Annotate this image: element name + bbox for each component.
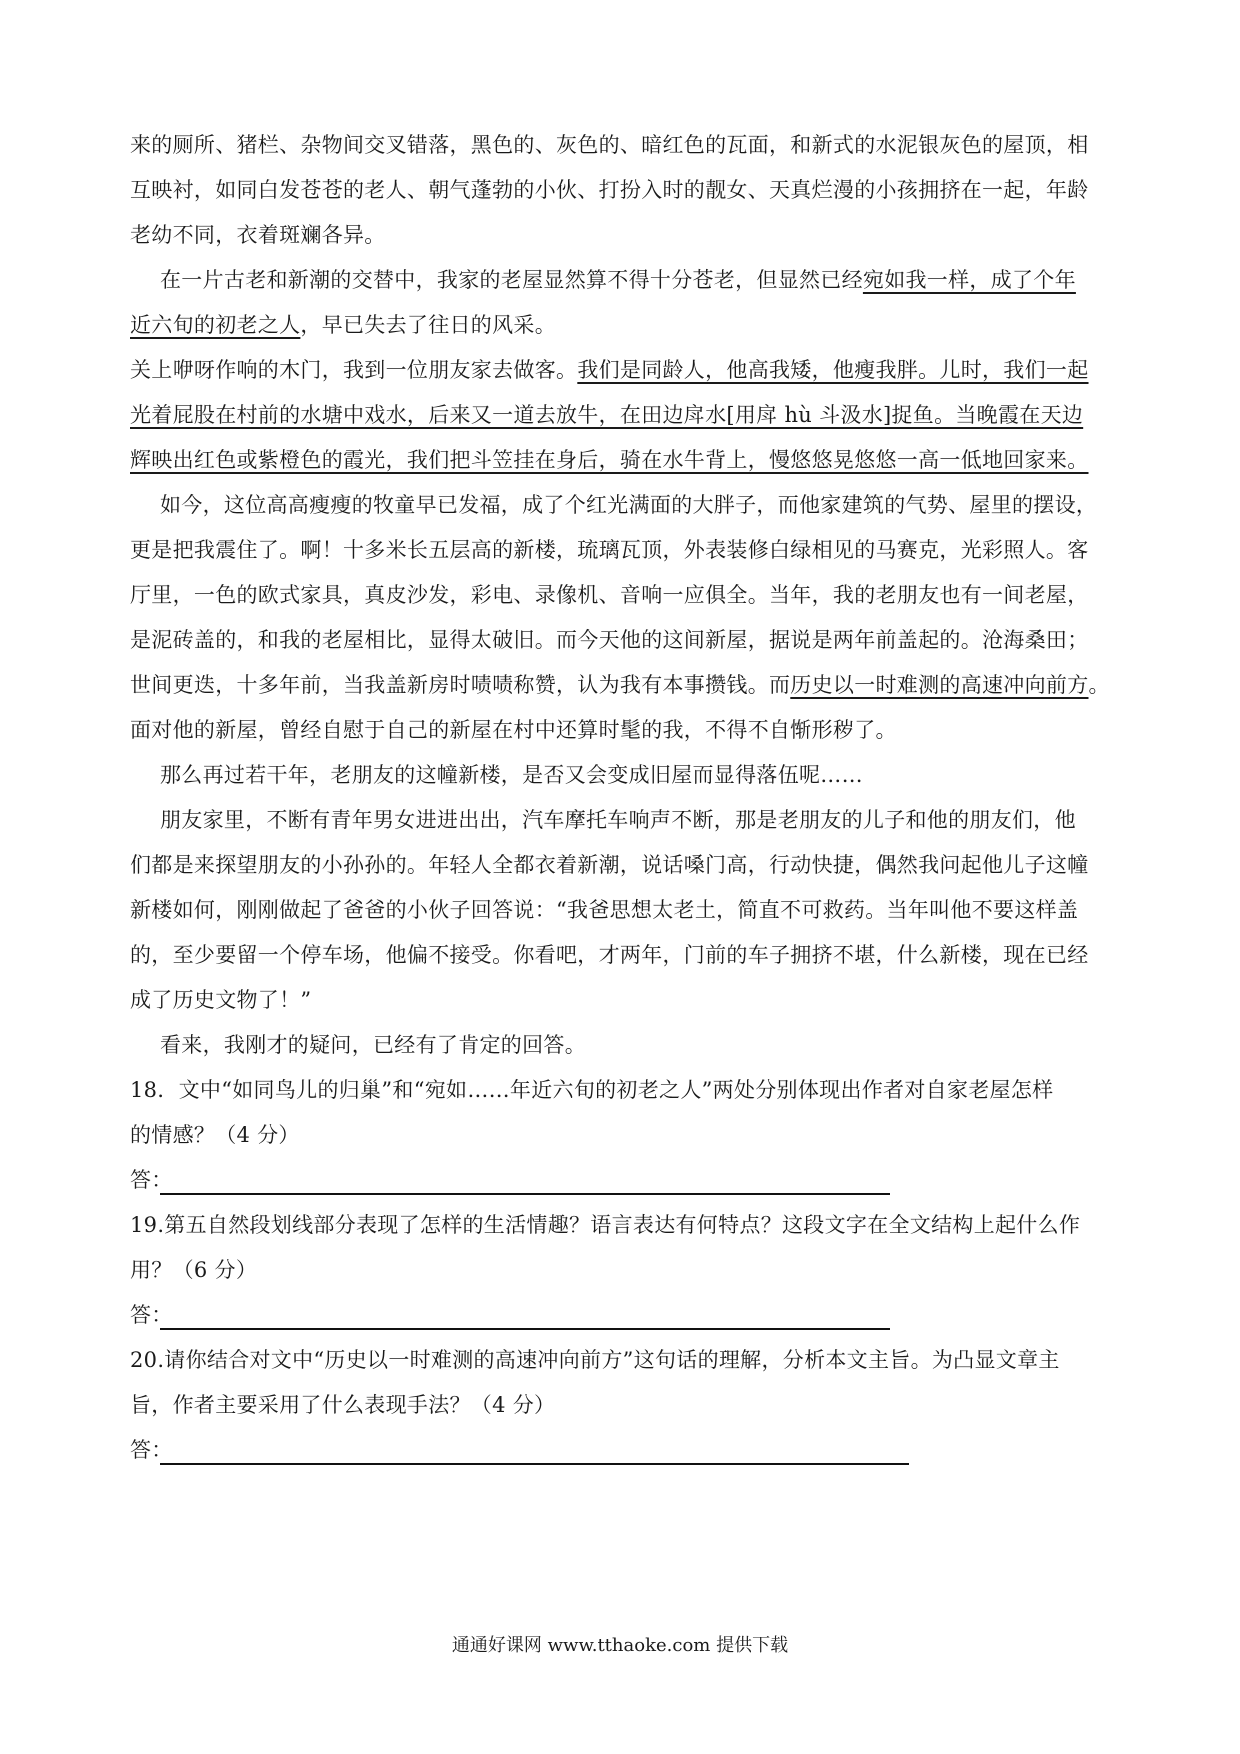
underlined-text: 宛如我一样，成了个年	[862, 268, 1076, 292]
text-segment: ，早已失去了往日的风采。	[300, 313, 557, 337]
text-segment: 的情感？（4 分）	[130, 1123, 300, 1147]
text-segment: 厅里，一色的欧式家具，真皮沙发，彩电、录像机、音响一应俱全。当年，我的老朋友也有一间老屋，	[130, 583, 1089, 607]
underlined-text: 历史以一时难测的高速冲向前方	[790, 673, 1089, 697]
text-line	[130, 578, 1089, 612]
text-line	[130, 398, 1083, 432]
text-segment: 。	[1088, 673, 1110, 697]
text-line	[130, 893, 1078, 927]
text-segment: 旨，作者主要采用了什么表现手法？（4 分）	[130, 1393, 556, 1417]
answer-blank-line[interactable]	[160, 1193, 890, 1195]
text-segment: 答：	[130, 1303, 173, 1327]
text-line	[130, 938, 1089, 972]
underlined-text: 近六旬的初老之人	[130, 313, 301, 337]
text-line	[130, 1298, 173, 1332]
answer-blank-line[interactable]	[160, 1463, 909, 1465]
text-segment: 19.第五自然段划线部分表现了怎样的生活情趣？语言表达有何特点？这段文字在全文结构上起什么作	[130, 1213, 1081, 1237]
text-segment: 答：	[130, 1168, 173, 1192]
text-line	[130, 308, 556, 342]
text-line	[130, 713, 897, 747]
text-line	[130, 983, 311, 1017]
text-line	[130, 173, 1089, 207]
text-line	[160, 758, 863, 792]
text-line	[130, 1073, 1053, 1107]
text-line	[160, 488, 1097, 522]
text-segment: 面对他的新屋，曾经自慰于自己的新屋在村中还算时髦的我，不得不自惭形秽了。	[130, 718, 897, 742]
answer-blank-line[interactable]	[160, 1328, 890, 1330]
underlined-text: 光着屁股在村前的水塘中戏水，后来又一道去放牛，在田边戽水[用戽 hù 斗汲水]捉鱼。当晚霞在天边	[130, 403, 1084, 427]
text-segment: 老幼不同，衣着斑斓各异。	[130, 223, 386, 247]
text-line	[130, 1253, 257, 1287]
text-segment: 新楼如何，刚刚做起了爸爸的小伙子回答说：“我爸思想太老土，简直不可救药。当年叫他不要这样盖	[130, 898, 1079, 922]
text-line	[130, 1208, 1080, 1242]
text-line	[130, 1388, 555, 1422]
text-line	[130, 128, 1089, 162]
text-line	[130, 1163, 173, 1197]
text-segment: 用？（6 分）	[130, 1258, 258, 1282]
text-line	[160, 803, 1076, 837]
text-segment: 来的厕所、猪栏、杂物间交叉错落，黑色的、灰色的、暗红色的瓦面，和新式的水泥银灰色的屋顶，相	[130, 133, 1089, 157]
underlined-text: 辉映出红色或紫橙色的霞光，我们把斗笠挂在身后，骑在水牛背上，慢悠悠晃悠悠一高一低地回家来。	[130, 448, 1089, 472]
text-line	[130, 1343, 1060, 1377]
text-line	[130, 1433, 173, 1467]
text-line	[130, 443, 1089, 477]
text-segment: 如今，这位高高瘦瘦的牧童早已发福，成了个红光满面的大胖子，而他家建筑的气势、屋里的摆设，	[160, 493, 1098, 517]
text-segment: 18．文中“如同鸟儿的归巢”和“宛如……年近六旬的初老之人”两处分别体现出作者对自家老屋怎样	[130, 1078, 1054, 1102]
text-segment: 关上咿呀作响的木门，我到一位朋友家去做客。	[130, 358, 578, 382]
text-segment: 朋友家里，不断有青年男女进进出出，汽车摩托车响声不断，那是老朋友的儿子和他的朋友们，他	[160, 808, 1076, 832]
text-segment: 是泥砖盖的，和我的老屋相比，显得太破旧。而今天他的这间新屋，据说是两年前盖起的。沧海桑田；	[130, 628, 1089, 652]
text-line	[130, 218, 386, 252]
text-segment: 更是把我震住了。啊！十多米长五层高的新楼，琉璃瓦顶，外表装修白绿相见的马赛克，光彩照人。客	[130, 538, 1089, 562]
text-line	[160, 263, 1076, 297]
text-segment: 那么再过若干年，老朋友的这幢新楼，是否又会变成旧屋而显得落伍呢……	[160, 763, 863, 787]
text-line	[130, 533, 1089, 567]
text-line	[160, 1028, 586, 1062]
text-segment: 答：	[130, 1438, 173, 1462]
text-line	[130, 623, 1089, 657]
text-segment: 看来，我刚才的疑问，已经有了肯定的回答。	[160, 1033, 586, 1057]
page-footer: 通通好课网 www.tthaoke.com 提供下载	[451, 1635, 789, 1656]
text-line	[130, 353, 1089, 387]
text-segment: 在一片古老和新潮的交替中，我家的老屋显然算不得十分苍老，但显然已经	[160, 268, 863, 292]
underlined-text: 我们是同龄人，他高我矮，他瘦我胖。儿时，我们一起	[577, 358, 1089, 382]
text-segment: 成了历史文物了！”	[130, 988, 312, 1012]
text-segment: 互映衬，如同白发苍苍的老人、朝气蓬勃的小伙、打扮入时的靓女、天真烂漫的小孩拥挤在一起，年龄	[130, 178, 1089, 202]
text-segment: 们都是来探望朋友的小孙孙的。年轻人全都衣着新潮，说话嗓门高，行动快捷，偶然我问起他儿子这幢	[130, 853, 1089, 877]
text-segment: 世间更迭，十多年前，当我盖新房时啧啧称赞，认为我有本事攒钱。而	[130, 673, 791, 697]
text-line	[130, 1118, 300, 1152]
text-line	[130, 668, 1110, 702]
text-segment: 的，至少要留一个停车场，他偏不接受。你看吧，才两年，门前的车子拥挤不堪，什么新楼，现在已经	[130, 943, 1089, 967]
text-line	[130, 848, 1089, 882]
text-segment: 20.请你结合对文中“历史以一时难测的高速冲向前方”这句话的理解，分析本文主旨。为凸显文章主	[130, 1348, 1060, 1372]
